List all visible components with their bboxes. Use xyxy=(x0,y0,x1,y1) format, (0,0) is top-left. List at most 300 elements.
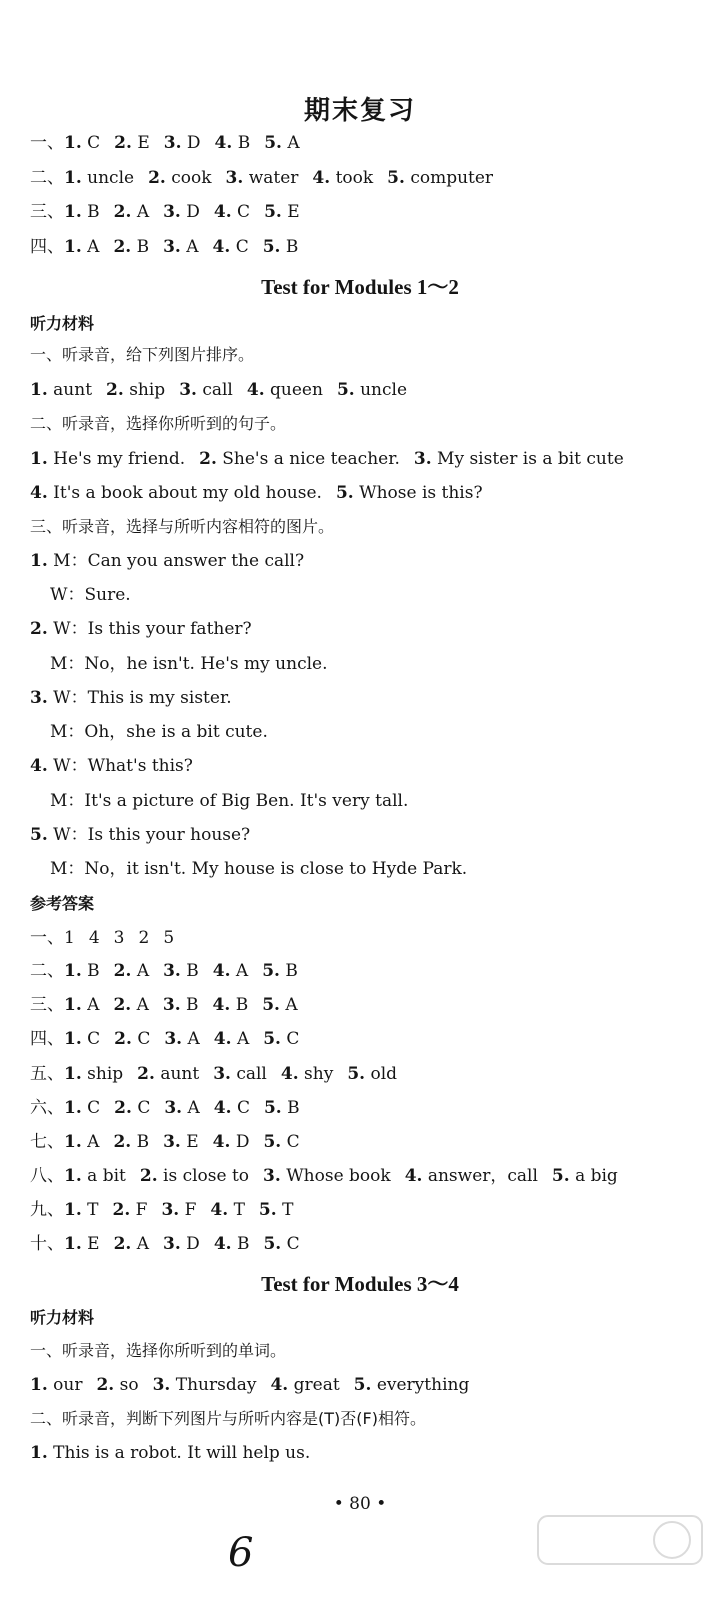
item-number: 1. xyxy=(30,449,48,469)
item-number: 4. xyxy=(404,1166,423,1186)
answer-item xyxy=(161,1200,196,1220)
item-value: 4 xyxy=(88,928,100,948)
item-value: a bit xyxy=(87,1166,126,1186)
review-answer-row xyxy=(30,236,298,258)
answer-item xyxy=(64,1132,99,1152)
item-value: A xyxy=(287,133,300,153)
answer-item xyxy=(214,1029,249,1049)
answer-item xyxy=(270,1375,339,1395)
item-value: B xyxy=(186,961,199,981)
item-number: 4. xyxy=(212,961,231,981)
answer-row xyxy=(30,1063,397,1085)
answer-item xyxy=(138,928,149,948)
listening-material-label: 听力材料 xyxy=(30,1308,95,1327)
item-value: Whose book xyxy=(286,1166,391,1186)
answer-item xyxy=(64,1098,100,1118)
item-number: 1. xyxy=(30,1375,48,1395)
answer-item xyxy=(114,202,149,222)
item-value: A xyxy=(136,202,150,222)
item-value: call xyxy=(202,380,233,400)
item-value: B xyxy=(235,995,249,1015)
section-title-modules-3-4: Test for Modules 3～4 xyxy=(261,1272,459,1296)
row-prefix: 四、 xyxy=(30,237,64,257)
item-number: 5. xyxy=(262,961,280,981)
item-value: It's a book about my old house. xyxy=(53,483,322,503)
answer-row xyxy=(30,1028,299,1050)
answer-item xyxy=(337,380,407,400)
item-number: 1. xyxy=(64,1064,82,1084)
item-value: a big xyxy=(575,1166,618,1186)
item-number: 1. xyxy=(30,380,48,400)
item-number: 3. xyxy=(163,202,181,222)
answer-item xyxy=(153,1375,257,1395)
item-number: 3. xyxy=(213,1064,231,1084)
instruction-q2: 二、听录音，判断下列图片与所听内容是(T)否(F)相符。 xyxy=(30,1409,426,1428)
dialogue-line: M：Oh，she is a bit cute. xyxy=(50,722,268,742)
review-answer-row xyxy=(30,132,300,154)
item-value: C xyxy=(237,202,251,222)
item-value: everything xyxy=(376,1375,470,1395)
answer-item xyxy=(263,1166,391,1186)
item-value: C xyxy=(87,1029,101,1049)
answer-item xyxy=(215,133,251,153)
answer-item xyxy=(213,237,249,257)
item-number: 1. xyxy=(64,961,82,981)
answer-item xyxy=(64,1234,100,1254)
answer-item xyxy=(552,1166,618,1186)
item-number: 1. xyxy=(64,995,82,1015)
item-number: 3. xyxy=(162,995,181,1015)
instruction-q1: 一、听录音，选择你所听到的单词。 xyxy=(30,1341,287,1360)
item-value: A xyxy=(285,995,298,1015)
answer-item xyxy=(163,237,198,257)
answer-item xyxy=(30,483,322,503)
item-number: 1. xyxy=(64,1098,82,1118)
item-value: A xyxy=(87,1132,100,1152)
row-prefix: 七、 xyxy=(30,1132,64,1152)
item-value: A xyxy=(87,995,100,1015)
answer-row xyxy=(30,1233,300,1255)
instruction-q1: 一、听录音，给下列图片排序。 xyxy=(30,345,255,364)
item-value: B xyxy=(236,1234,250,1254)
item-value: B xyxy=(237,133,251,153)
item-value: 2 xyxy=(138,928,150,948)
item-number: 5. xyxy=(264,133,282,153)
item-value: D xyxy=(235,1132,250,1152)
answer-item xyxy=(264,202,300,222)
item-number: 4. xyxy=(212,237,231,257)
item-number: 4. xyxy=(280,1064,299,1084)
dialogue-line: M：No，he isn't. He's my uncle. xyxy=(50,654,328,674)
answer-item xyxy=(213,1132,250,1152)
row-prefix: 二、 xyxy=(30,168,64,188)
item-value: uncle xyxy=(87,168,135,188)
item-value: Thursday xyxy=(175,1375,257,1395)
item-number: 2. xyxy=(113,1132,132,1152)
item-number: 2. xyxy=(114,1029,132,1049)
row-prefix: 二、 xyxy=(30,961,64,981)
item-number: 2. xyxy=(139,1166,158,1186)
instruction-q2: 二、听录音，选择你所听到的句子。 xyxy=(30,414,287,433)
answer-item xyxy=(264,1098,300,1118)
answer-item xyxy=(164,1029,199,1049)
answer-item xyxy=(199,449,400,469)
answer-item xyxy=(137,1064,199,1084)
item-number: 5. xyxy=(262,995,280,1015)
answer-item xyxy=(164,1098,199,1118)
review-answer-row xyxy=(30,167,493,189)
item-value: C xyxy=(286,1234,300,1254)
item-value: our xyxy=(53,1375,83,1395)
item-value: T xyxy=(282,1200,294,1220)
answer-item xyxy=(263,237,299,257)
item-number: 1. xyxy=(64,1234,82,1254)
answer-item xyxy=(414,449,624,469)
item-number: 4. xyxy=(312,168,331,188)
answer-item xyxy=(264,133,299,153)
answer-item xyxy=(262,995,297,1015)
item-number: 5. xyxy=(335,483,354,503)
item-value: 1 xyxy=(64,928,75,948)
answer-item xyxy=(262,961,298,981)
item-value: F xyxy=(184,1200,197,1220)
item-number: 5. xyxy=(263,1234,282,1254)
answer-item xyxy=(263,1029,299,1049)
item-number: 1. xyxy=(64,133,82,153)
handwritten-mark: 6 xyxy=(228,1530,254,1576)
item-value: great xyxy=(293,1375,340,1395)
item-number: 4. xyxy=(214,133,233,153)
item-value: C xyxy=(286,1132,300,1152)
item-number: 3. xyxy=(263,1166,281,1186)
item-number: 5. xyxy=(263,1132,282,1152)
listening-material-label: 听力材料 xyxy=(30,314,95,333)
item-value: C xyxy=(236,1098,250,1118)
answer-item xyxy=(64,1200,99,1220)
item-value: 3 xyxy=(113,928,125,948)
answer-item xyxy=(64,961,100,981)
item-value: A xyxy=(136,995,149,1015)
answer-item xyxy=(148,168,211,188)
item-value: A xyxy=(236,1029,250,1049)
item-number: 5. xyxy=(262,237,281,257)
answer-item xyxy=(64,168,134,188)
item-value: B xyxy=(285,237,299,257)
item-number: 2. xyxy=(137,1064,155,1084)
item-value: C xyxy=(87,1098,101,1118)
item-number: 3. xyxy=(179,380,197,400)
item-number: 2. xyxy=(148,168,166,188)
item-value: answer，call xyxy=(427,1166,538,1186)
item-number: 2. xyxy=(106,380,124,400)
item-value: This is a robot. It will help us. xyxy=(53,1443,311,1463)
item-value: A xyxy=(187,1098,200,1118)
answer-item xyxy=(214,1234,250,1254)
item-number: 4. xyxy=(213,1098,232,1118)
answer-item xyxy=(179,380,233,400)
answer-row xyxy=(30,1374,469,1396)
item-value: C xyxy=(137,1029,151,1049)
answer-item xyxy=(30,449,185,469)
item-number: 3. xyxy=(413,449,432,469)
item-number: 3. xyxy=(164,1029,183,1049)
answer-item xyxy=(163,202,200,222)
row-prefix: 九、 xyxy=(30,1200,64,1220)
answer-item xyxy=(226,168,299,188)
item-value: uncle xyxy=(360,380,408,400)
item-number: 2. xyxy=(113,995,132,1015)
answer-item xyxy=(114,1234,149,1254)
item-number: 1. xyxy=(30,1443,48,1463)
answer-row xyxy=(30,379,407,401)
answer-item xyxy=(281,1064,333,1084)
answer-item xyxy=(213,1064,267,1084)
item-value: A xyxy=(187,1029,200,1049)
answer-item xyxy=(106,380,165,400)
answer-row xyxy=(30,994,298,1016)
item-value: is close to xyxy=(163,1166,250,1186)
answer-item xyxy=(64,1166,126,1186)
row-prefix: 三、 xyxy=(30,202,64,222)
answer-item xyxy=(163,928,174,948)
answer-item xyxy=(213,961,248,981)
answer-item xyxy=(113,237,149,257)
item-value: A xyxy=(136,1234,150,1254)
item-value: T xyxy=(233,1200,245,1220)
answer-item xyxy=(113,1200,148,1220)
answer-item xyxy=(114,133,150,153)
answer-item xyxy=(259,1200,294,1220)
answer-item xyxy=(140,1166,249,1186)
item-value: D xyxy=(186,133,201,153)
item-value: old xyxy=(370,1064,398,1084)
item-value: Whose is this? xyxy=(359,483,483,503)
item-number: 2. xyxy=(113,1234,132,1254)
item-number: 5. xyxy=(347,1064,366,1084)
answer-row xyxy=(30,1097,300,1119)
item-number: 2. xyxy=(199,449,217,469)
item-value: C xyxy=(235,237,249,257)
item-number: 1. xyxy=(64,168,82,188)
item-number: 4. xyxy=(30,483,48,503)
item-number: 3. xyxy=(152,1375,171,1395)
item-value: A xyxy=(136,961,150,981)
answer-item xyxy=(163,995,199,1015)
item-number: 2. xyxy=(114,1098,132,1118)
answer-item xyxy=(113,995,148,1015)
item-number: 3. xyxy=(163,1132,181,1152)
answer-item xyxy=(336,483,483,503)
instruction-q3: 三、听录音，选择与所听内容相符的图片。 xyxy=(30,517,335,536)
item-value: F xyxy=(135,1200,148,1220)
item-number: 5. xyxy=(263,1098,282,1118)
item-value: A xyxy=(87,237,100,257)
item-value: cook xyxy=(171,168,212,188)
answer-row xyxy=(30,1199,293,1221)
item-value: shy xyxy=(304,1064,334,1084)
answer-item xyxy=(214,202,250,222)
item-number: 5. xyxy=(336,380,355,400)
item-value: aunt xyxy=(160,1064,200,1084)
answer-item xyxy=(405,1166,538,1186)
answer-item xyxy=(387,168,493,188)
item-number: 4. xyxy=(213,202,232,222)
answer-item xyxy=(89,928,100,948)
item-number: 2. xyxy=(113,202,132,222)
item-number: 1. xyxy=(64,237,82,257)
answer-item xyxy=(263,1234,299,1254)
answer-item xyxy=(64,1064,123,1084)
item-number: 1. xyxy=(64,1029,82,1049)
item-value: so xyxy=(119,1375,139,1395)
item-value: My sister is a bit cute xyxy=(437,449,624,469)
reference-answers-label: 参考答案 xyxy=(30,894,95,913)
item-value: computer xyxy=(410,168,494,188)
item-value: He's my friend. xyxy=(53,449,186,469)
item-value: E xyxy=(137,133,150,153)
row-prefix: 一、 xyxy=(30,133,64,153)
item-number: 3. xyxy=(164,1098,183,1118)
dialogue-line: 2. W：Is this your father? xyxy=(30,619,252,639)
dialogue-line: W：Sure. xyxy=(50,585,131,605)
item-number: 5. xyxy=(264,202,282,222)
item-number: 2. xyxy=(114,133,132,153)
answer-item xyxy=(114,1098,150,1118)
item-number: 3. xyxy=(163,1234,181,1254)
item-value: C xyxy=(137,1098,151,1118)
item-value: A xyxy=(235,961,249,981)
sentence-row xyxy=(30,1442,310,1464)
item-value: call xyxy=(236,1064,267,1084)
row-prefix: 八、 xyxy=(30,1166,64,1186)
item-value: water xyxy=(248,168,299,188)
answer-item xyxy=(30,1443,310,1463)
row-prefix: 一、 xyxy=(30,928,64,948)
dialogue-line: 4. W：What's this? xyxy=(30,756,193,776)
item-value: C xyxy=(286,1029,300,1049)
item-value: B xyxy=(186,995,199,1015)
review-answer-row xyxy=(30,201,300,223)
answer-item xyxy=(64,995,99,1015)
answer-item xyxy=(163,1234,200,1254)
item-value: B xyxy=(285,961,298,981)
item-number: 4. xyxy=(210,1200,229,1220)
item-value: B xyxy=(87,202,100,222)
answer-item xyxy=(30,380,92,400)
item-number: 3. xyxy=(163,133,182,153)
item-number: 2. xyxy=(113,961,132,981)
row-prefix: 十、 xyxy=(30,1234,64,1254)
item-value: B xyxy=(136,237,150,257)
item-value: A xyxy=(186,237,199,257)
item-value: queen xyxy=(270,380,323,400)
item-value: E xyxy=(87,1234,100,1254)
item-number: 1. xyxy=(64,1166,82,1186)
item-value: B xyxy=(87,961,100,981)
item-number: 4. xyxy=(270,1375,289,1395)
answer-row xyxy=(30,960,298,982)
answer-item xyxy=(163,1132,199,1152)
answer-item xyxy=(210,1200,245,1220)
item-number: 4. xyxy=(213,1029,232,1049)
item-number: 3. xyxy=(163,237,181,257)
answer-item xyxy=(164,133,201,153)
answer-item xyxy=(213,995,249,1015)
dialogue-line: 5. W：Is this your house? xyxy=(30,825,251,845)
answer-item xyxy=(312,168,373,188)
row-prefix: 三、 xyxy=(30,995,64,1015)
item-number: 4. xyxy=(246,380,265,400)
item-number: 5. xyxy=(258,1200,277,1220)
row-prefix: 四、 xyxy=(30,1029,64,1049)
item-number: 5. xyxy=(387,168,405,188)
item-value: took xyxy=(335,168,374,188)
answer-item xyxy=(114,1029,150,1049)
answer-item xyxy=(114,928,125,948)
dialogue-line: 3. W：This is my sister. xyxy=(30,688,232,708)
dialogue-line: M：No，it isn't. My house is close to Hyde Park. xyxy=(50,859,468,879)
item-number: 2. xyxy=(112,1200,131,1220)
answer-item xyxy=(354,1375,470,1395)
answer-item xyxy=(64,1029,100,1049)
answer-row xyxy=(30,1165,618,1187)
item-value: B xyxy=(136,1132,150,1152)
item-number: 3. xyxy=(225,168,244,188)
answer-item xyxy=(113,1132,149,1152)
page-title: 期末复习 xyxy=(303,96,416,126)
answer-item xyxy=(114,961,149,981)
item-number: 5. xyxy=(263,1029,281,1049)
item-value: She's a nice teacher. xyxy=(222,449,400,469)
item-value: D xyxy=(186,1234,200,1254)
answer-row xyxy=(30,1131,300,1153)
item-value: E xyxy=(186,1132,199,1152)
item-value: T xyxy=(87,1200,99,1220)
sentence-row xyxy=(30,448,624,470)
answer-item xyxy=(96,1375,138,1395)
item-value: ship xyxy=(129,380,166,400)
answer-item xyxy=(64,202,100,222)
item-number: 4. xyxy=(212,995,231,1015)
item-value: D xyxy=(186,202,200,222)
watermark-logo xyxy=(532,1510,708,1590)
item-value: B xyxy=(287,1098,300,1118)
page-number: • 80 • xyxy=(333,1494,387,1514)
item-number: 1. xyxy=(64,202,82,222)
item-number: 2. xyxy=(113,237,132,257)
item-number: 5. xyxy=(353,1375,372,1395)
item-number: 5. xyxy=(551,1166,570,1186)
answer-item xyxy=(64,133,100,153)
item-number: 3. xyxy=(163,961,181,981)
item-value: E xyxy=(287,202,300,222)
item-number: 1. xyxy=(64,1132,82,1152)
answer-item xyxy=(214,1098,250,1118)
answer-item xyxy=(163,961,199,981)
row-prefix: 六、 xyxy=(30,1098,64,1118)
item-value: ship xyxy=(87,1064,124,1084)
answer-item xyxy=(64,237,99,257)
answer-item xyxy=(347,1064,397,1084)
item-number: 2. xyxy=(96,1375,115,1395)
answer-item xyxy=(247,380,323,400)
dialogue-line: M：It's a picture of Big Ben. It's very tall. xyxy=(50,791,409,811)
item-number: 4. xyxy=(213,1234,232,1254)
answer-item xyxy=(263,1132,299,1152)
answer-item xyxy=(30,1375,82,1395)
answer-row xyxy=(30,927,174,949)
sentence-row xyxy=(30,482,483,504)
